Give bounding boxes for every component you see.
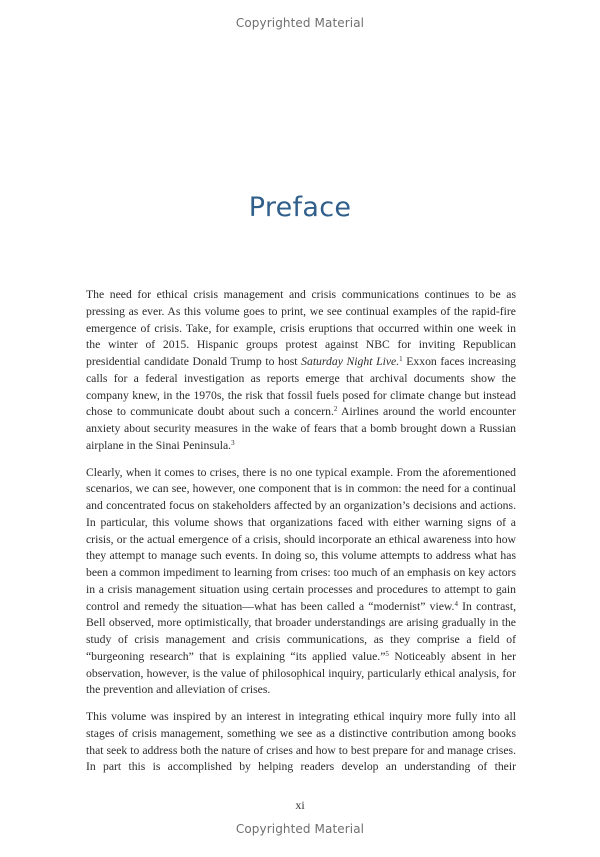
paragraph-2 xyxy=(86,465,516,700)
footnote-ref-2[interactable]: 2 xyxy=(333,405,338,414)
paragraph-1-text-c: Airlines around the world encounter anxiety about security measures in the wake of fears that a bomb brought down a Russian airplane in the Sinai Peninsula. xyxy=(86,405,516,452)
copyright-watermark-top: Copyrighted Material xyxy=(235,16,365,30)
paragraph-1 xyxy=(86,287,516,455)
show-title-italic: Saturday Night Live. xyxy=(301,355,400,368)
body-text xyxy=(86,287,516,786)
footnote-ref-4[interactable]: 4 xyxy=(454,599,458,608)
footnote-ref-5[interactable]: 5 xyxy=(385,649,389,658)
chapter-title: Preface xyxy=(248,192,352,223)
paragraph-2-text-c: Noticeably absent in her observation, however, is the value of philosophical inquiry, particularly ethical analysis, for the prevention and alleviation of crises. xyxy=(86,649,517,697)
paragraph-3 xyxy=(86,709,516,776)
footnote-ref-3[interactable]: 3 xyxy=(231,438,235,447)
footnote-ref-1[interactable]: 1 xyxy=(399,355,403,363)
paragraph-2-text-a: Clearly, when it comes to crises, there is no one typical example. From the aforementioned scenarios, we can see, however, one component that is in common: the need for a continual and concentrated focus on stakeholders affected by an organization’s decisions and actions. In particular, this volume shows that organizations faced with either warning signs of a crisis, or the actual emergence of a crisis, should incorporate an ethical awareness into how they attempt to manage such events. In doing so, this volume attempts to address what has been a common impediment to learning from crises: too much of an emphasis on key actors in a crisis management situation using certain processes and procedures to attempt to gain control and remedy the situation—what has been called a “modernist” view. xyxy=(86,465,516,613)
paragraph-3-text: This volume was inspired by an interest in integrating ethical inquiry more fully into all stages of crisis management, something we see as a distinctive contribution among books that seek to address both the nature of crises and how to best prepare for and manage crises. In part this is accomplished by helping readers develop an understanding of their xyxy=(86,710,516,774)
copyright-watermark-bottom: Copyrighted Material xyxy=(235,822,365,836)
paragraph-1-text-b: Exxon faces increasing calls for a federal investigation as reports emerge that archival documents show the company knew, in the 1970s, the risk that fossil fuels posed for climate change but instead chose to communicate doubt about such a concern. xyxy=(86,355,517,419)
paragraph-1-text-a: The need for ethical crisis management and crisis communications continues to be as pressing as ever. As this volume goes to print, we see continual examples of the rapid-fire emergence of crisis. Take, for example, crisis eruptions that occurred within one week in the winter of 2015. Hispanic groups protest against NBC for inviting Republican presidential candidate Donald Trump to host xyxy=(86,288,516,368)
page-number: xi xyxy=(295,798,305,812)
paragraph-2-text-b: In contrast, Bell observed, more optimistically, that broader understandings are arising gradually in the study of crisis management and crisis communications, as they comprise a field of “burgeoning research” that is explaining “its applied value.” xyxy=(86,599,516,663)
